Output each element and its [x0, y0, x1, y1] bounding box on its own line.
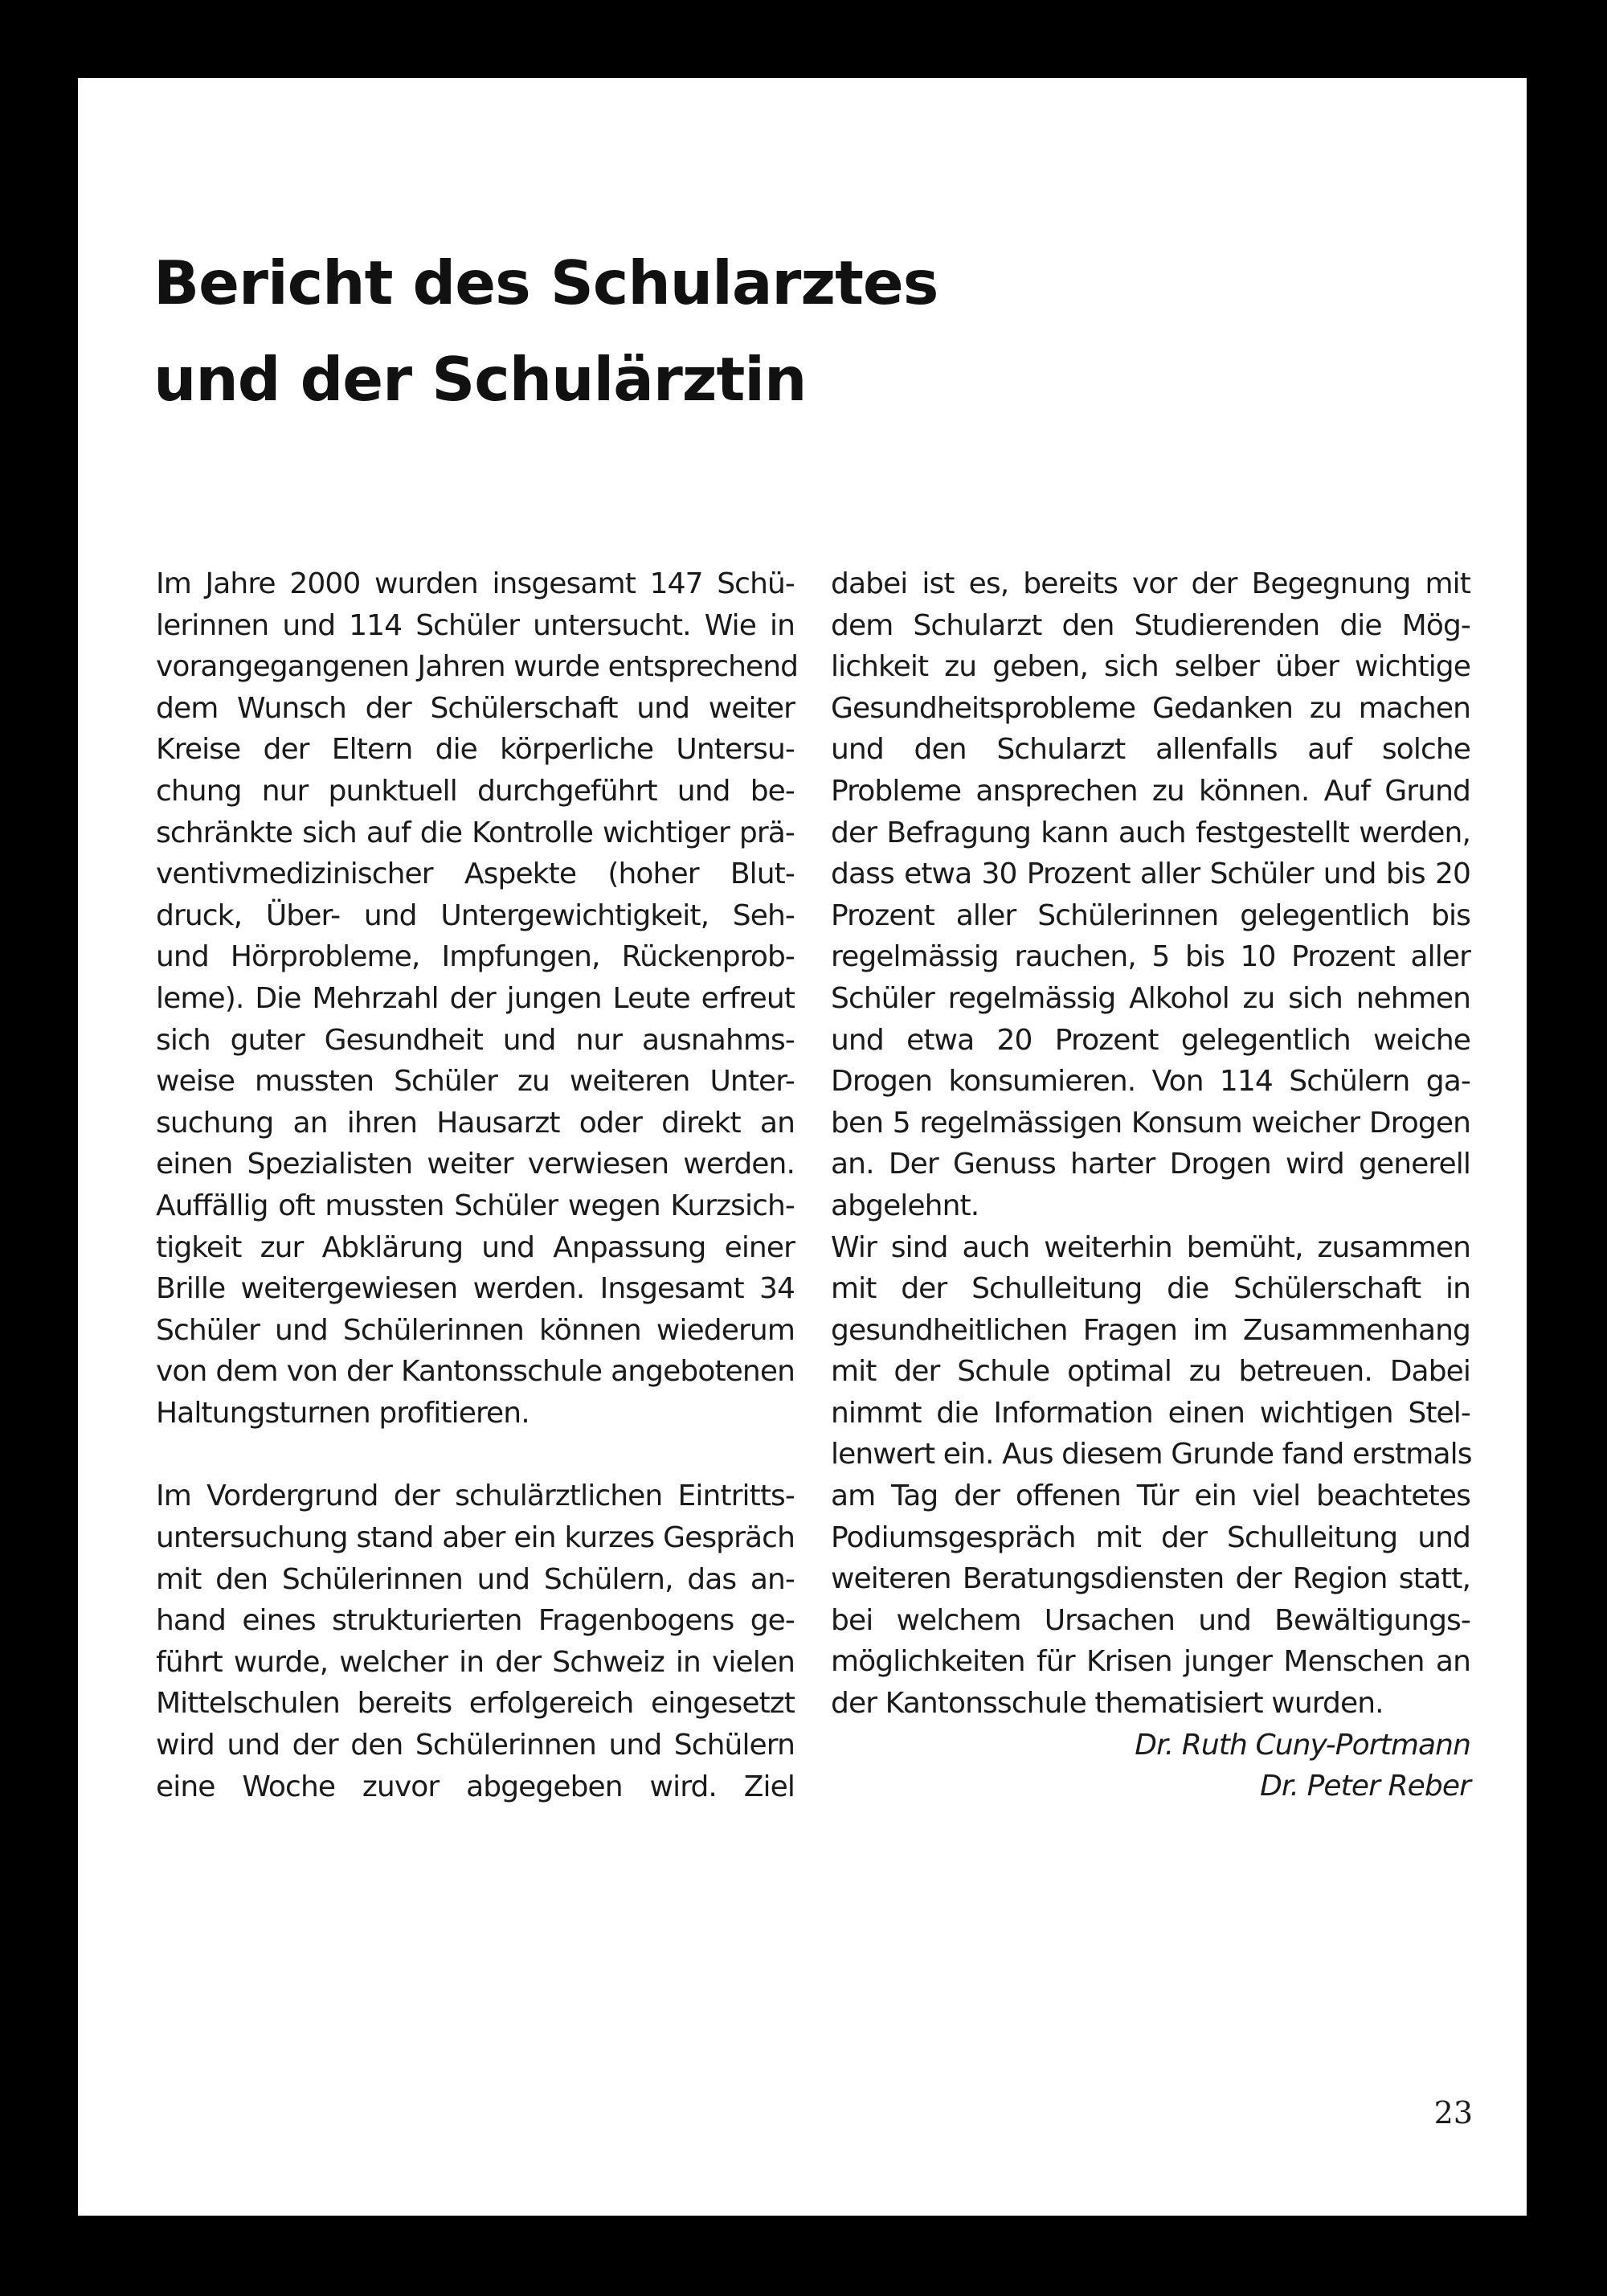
text-line: lichkeit zu geben, sich selber über wichtige: [831, 650, 1470, 684]
text-line: führt wurde, welcher in der Schweiz in vielen: [156, 1645, 795, 1679]
text-line: eine Woche zuvor abgegeben wird. Ziel: [156, 1770, 795, 1803]
text-line: sich guter Gesundheit und nur ausnahms-: [156, 1023, 795, 1057]
text-line: mit der Schule optimal zu betreuen. Dabei: [831, 1355, 1470, 1389]
text-line: dem Schularzt den Studierenden die Mög-: [831, 608, 1470, 642]
right-paragraph-2: [831, 1227, 1470, 1725]
text-line: untersuchung stand aber ein kurzes Gespräch: [156, 1521, 795, 1555]
title-line-1: Bericht des Schularztes: [153, 248, 938, 318]
text-line: weiteren Beratungsdiensten der Region statt,: [831, 1562, 1470, 1596]
text-line: einen Spezialisten weiter verwiesen werden.: [156, 1148, 795, 1181]
right-paragraph-1: [831, 563, 1470, 1227]
text-line: Podiumsgespräch mit der Schulleitung und: [831, 1520, 1470, 1554]
left-column: [156, 563, 799, 1807]
text-line: Drogen konsumieren. Von 114 Schülern ga-: [831, 1065, 1470, 1099]
text-line: Schüler und Schülerinnen können wiederum: [156, 1313, 795, 1347]
text-line: lenwert ein. Aus diesem Grunde fand erstmals: [831, 1438, 1472, 1471]
document-page: [78, 78, 1527, 2216]
text-line: regelmässig rauchen, 5 bis 10 Prozent aller: [831, 940, 1470, 974]
text-line: Kreise der Eltern die körperliche Untersu-: [156, 733, 795, 767]
text-line: abgelehnt.: [831, 1189, 979, 1222]
text-line: Prozent aller Schülerinnen gelegentlich bis: [831, 898, 1470, 932]
text-line: möglichkeiten für Krisen junger Menschen an: [831, 1645, 1470, 1679]
text-line: und den Schularzt allenfalls auf solche: [831, 733, 1470, 767]
page-number: 23: [1433, 2095, 1473, 2130]
text-line: Probleme ansprechen zu können. Auf Grund: [831, 774, 1470, 808]
text-line: dass etwa 30 Prozent aller Schüler und bis 20: [831, 857, 1470, 891]
text-line: ventivmedizinischer Aspekte (hoher Blut-: [156, 857, 795, 891]
text-line: lerinnen und 114 Schüler untersucht. Wie in: [156, 608, 795, 642]
left-paragraph-1: [156, 563, 799, 1434]
text-line: bei welchem Ursachen und Bewältigungs-: [831, 1603, 1470, 1637]
text-line: tigkeit zur Abklärung und Anpassung einer: [156, 1230, 795, 1264]
text-line: der Kantonsschule thematisiert wurden.: [831, 1687, 1384, 1721]
text-line: wird und der den Schülerinnen und Schülern: [156, 1729, 795, 1762]
text-line: vorangegangenen Jahren wurde entsprechend: [156, 650, 799, 684]
text-line: druck, Über- und Untergewichtigkeit, Seh-: [156, 898, 795, 932]
text-line: ben 5 regelmässigen Konsum weicher Drogen: [831, 1106, 1470, 1140]
title-line-2: und der Schulärztin: [153, 344, 807, 415]
signature-ruth-cuny-portmann: Dr. Ruth Cuny-Portmann: [1135, 1728, 1470, 1762]
text-line: an. Der Genuss harter Drogen wird generell: [831, 1148, 1470, 1181]
text-line: am Tag der offenen Tür ein viel beachtetes: [831, 1480, 1470, 1513]
text-line: und etwa 20 Prozent gelegentlich weiche: [831, 1023, 1470, 1057]
text-line: Wir sind auch weiterhin bemüht, zusammen: [831, 1230, 1470, 1264]
right-column: [831, 563, 1470, 1807]
text-line: Im Vordergrund der schulärztlichen Eintritts-: [156, 1480, 795, 1513]
text-line: von dem von der Kantonsschule angebotenen: [156, 1355, 795, 1389]
text-line: Gesundheitsprobleme Gedanken zu machen: [831, 691, 1470, 725]
text-line: Im Jahre 2000 wurden insgesamt 147 Schü-: [156, 567, 795, 600]
text-line: Haltungsturnen profitieren.: [156, 1396, 530, 1430]
text-line: dem Wunsch der Schülerschaft und weiter: [156, 691, 795, 725]
page-title: [153, 235, 1198, 428]
text-line: schränkte sich auf die Kontrolle wichtiger prä-: [156, 816, 795, 849]
text-line: chung nur punktuell durchgeführt und be-: [156, 774, 795, 808]
text-line: gesundheitlichen Fragen im Zusammenhang: [831, 1313, 1470, 1347]
text-line: hand eines strukturierten Fragenbogens ge-: [156, 1604, 795, 1638]
text-line: Auffällig oft mussten Schüler wegen Kurzsich-: [156, 1189, 795, 1222]
text-line: nimmt die Information einen wichtigen Stel-: [831, 1396, 1470, 1430]
text-line: mit den Schülerinnen und Schülern, das an-: [156, 1562, 795, 1596]
text-line: der Befragung kann auch festgestellt werden,: [831, 816, 1470, 849]
text-line: weise mussten Schüler zu weiteren Unter-: [156, 1065, 795, 1099]
text-line: Mittelschulen bereits erfolgereich eingesetzt: [156, 1687, 795, 1721]
signature-block: [831, 1725, 1470, 1807]
signature-peter-reber: Dr. Peter Reber: [1260, 1770, 1470, 1803]
text-line: und Hörprobleme, Impfungen, Rückenprob-: [156, 940, 795, 974]
text-line: Brille weitergewiesen werden. Insgesamt 34: [156, 1272, 795, 1306]
text-line: dabei ist es, bereits vor der Begegnung mit: [831, 567, 1470, 600]
text-line: suchung an ihren Hausarzt oder direkt an: [156, 1106, 795, 1140]
text-line: mit der Schulleitung die Schülerschaft in: [831, 1272, 1470, 1306]
text-line: leme). Die Mehrzahl der jungen Leute erfreut: [156, 981, 795, 1015]
left-paragraph-2: [156, 1475, 795, 1807]
text-line: Schüler regelmässig Alkohol zu sich nehmen: [831, 981, 1470, 1015]
